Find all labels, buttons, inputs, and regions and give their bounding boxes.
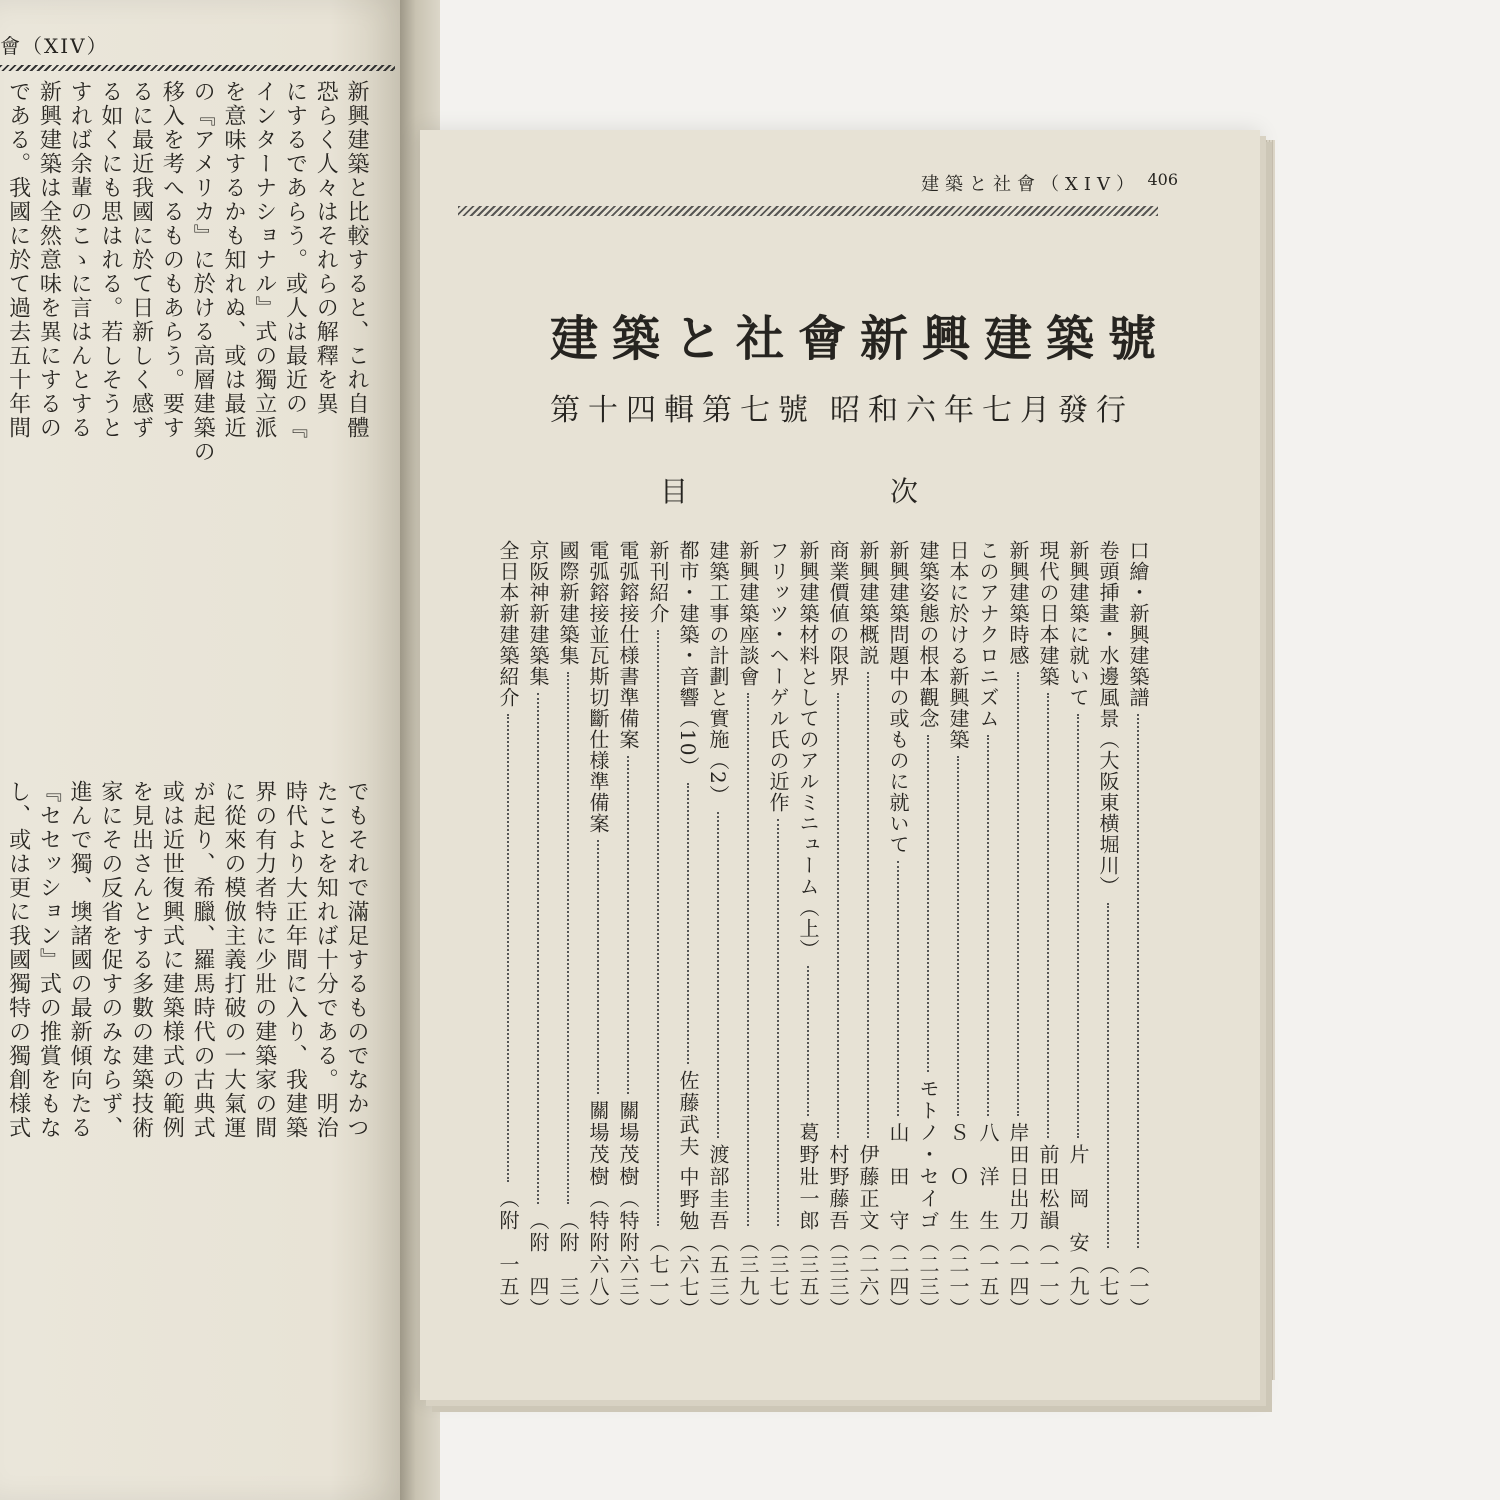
toc-title: 日本に於ける新興建築: [946, 540, 970, 750]
text-column: 新興建築は全然意味を異にするの: [36, 80, 62, 440]
toc-author: 八 洋 生: [976, 1122, 1000, 1232]
toc-entry[interactable]: [1096, 540, 1120, 1320]
toc-author: 佐藤武夫 中野勉: [676, 1069, 700, 1232]
toc-entry[interactable]: [1066, 540, 1090, 1320]
text-column: 家にその反省を促すのみならず、: [97, 780, 123, 1140]
right-page: [420, 130, 1260, 1400]
leader-dots: [987, 735, 989, 1116]
leader-dots: [1017, 672, 1019, 1116]
toc-title: 新刊紹介: [646, 540, 670, 624]
toc-page: （三五）: [796, 1232, 820, 1320]
toc-page: （一一）: [1036, 1232, 1060, 1320]
toc-page: （附 三）: [556, 1210, 580, 1320]
left-header-rule: [0, 65, 395, 71]
leader-dots: [777, 819, 779, 1226]
toc-title: 現代の日本建築: [1036, 540, 1060, 687]
toc-author: モトノ・セイゴ: [916, 1078, 940, 1232]
leader-dots: [717, 812, 719, 1138]
toc-title: 新興建築問題中の或ものに就いて: [886, 540, 910, 855]
left-text-upper: [0, 80, 372, 760]
toc-entry[interactable]: [676, 540, 700, 1320]
toc-author: 前田松韻: [1036, 1144, 1060, 1232]
text-column: 或は近世復興式に建築様式の範例: [159, 780, 185, 1140]
toc-author: 岸田日出刀: [1006, 1122, 1030, 1232]
toc-page: （三三）: [826, 1232, 850, 1320]
toc-author: 關場茂樹: [586, 1100, 610, 1188]
text-column: 恐らく人々はそれらの解釋を異: [313, 80, 339, 416]
toc-title: 都市・建築・音響（10）: [676, 540, 700, 778]
toc-title: 京阪神新建築集: [526, 540, 550, 687]
toc-author: 村野藤吾: [826, 1144, 850, 1232]
text-column: たことを知れば十分である。明治: [313, 780, 339, 1140]
text-column: に從來の模倣主義打破の一大氣運: [220, 780, 246, 1140]
toc-title: 新興建築座談會: [736, 540, 760, 687]
leader-dots: [687, 783, 689, 1063]
toc-author: 山 田 守: [886, 1122, 910, 1232]
leader-dots: [837, 693, 839, 1138]
text-column: すれば余輩のこゝに言はんとする: [67, 80, 93, 440]
leader-dots: [1047, 693, 1049, 1138]
toc-page: （二三）: [916, 1232, 940, 1320]
toc-entry[interactable]: [856, 540, 880, 1320]
text-column: の『アメリカ』に於ける高層建築の: [190, 80, 216, 464]
toc-page: （附 一五）: [496, 1188, 520, 1320]
toc-entry[interactable]: [916, 540, 940, 1320]
toc-author: 關場茂樹: [616, 1100, 640, 1188]
text-column: 新興建築と比較すると、これ自體: [344, 80, 369, 440]
toc-title: フリッツ・ヘーゲル氏の近作: [766, 540, 790, 813]
toc-page: （一五）: [976, 1232, 1000, 1320]
toc-title: このアナクロニズム: [976, 540, 1000, 729]
text-column: を意味するかも知れぬ、或は最近: [220, 80, 246, 440]
toc-title: 國際新建築集: [556, 540, 580, 666]
toc-page: （三九）: [736, 1232, 760, 1320]
text-column: 時代より大正年間に入り、我建築: [282, 780, 308, 1140]
page-title: 建築と社會新興建築號: [549, 311, 1170, 367]
toc-entry[interactable]: [796, 540, 820, 1320]
header-rule: [458, 206, 1158, 216]
toc-title: 商業價値の限界: [826, 540, 850, 687]
text-column: でもそれで滿足するものでなかつ: [344, 780, 369, 1140]
toc-title: 新興建築に就いて: [1066, 540, 1090, 708]
toc-page: （一）: [1126, 1254, 1150, 1320]
toc-title: 卷頭挿畫・水邊風景（大阪東横堀川）: [1096, 540, 1120, 897]
left-running-head: 會（XIV）: [0, 34, 109, 58]
toc-page: （七）: [1096, 1254, 1120, 1320]
toc-entry[interactable]: [766, 540, 790, 1320]
text-column: 移入を考へるものもあらう。要す: [159, 80, 185, 440]
toc-entry[interactable]: [976, 540, 1000, 1320]
leader-dots: [747, 693, 749, 1226]
toc-title: 全日本新建築紹介: [496, 540, 520, 708]
toc-page: （二六）: [856, 1232, 880, 1320]
toc-entry[interactable]: [586, 540, 610, 1320]
toc-entry[interactable]: [616, 540, 640, 1320]
toc-entry[interactable]: [736, 540, 760, 1320]
toc-author: 渡部圭吾: [706, 1144, 730, 1232]
leader-dots: [657, 630, 659, 1226]
text-column: し、或は更に我國獨特の獨創様式: [5, 780, 31, 1140]
left-page: [0, 0, 413, 1500]
text-column: が起り、希臘、羅馬時代の古典式: [190, 780, 216, 1140]
leader-dots: [1107, 903, 1109, 1248]
toc-entry[interactable]: [1036, 540, 1060, 1320]
leader-dots: [507, 714, 509, 1182]
text-column: る如くにも思はれる。若しそうと: [97, 80, 123, 440]
toc-title: 口繪・新興建築譜: [1126, 540, 1150, 708]
toc-author: 片 岡 安: [1066, 1144, 1090, 1254]
toc-entry[interactable]: [496, 540, 520, 1320]
toc-author: 伊藤正文: [856, 1144, 880, 1232]
toc-entry[interactable]: [946, 540, 970, 1320]
leader-dots: [627, 756, 629, 1094]
text-column: 界の有力者特に少壯の建築家の間: [251, 780, 277, 1140]
leader-dots: [897, 861, 899, 1116]
toc-title: 新興建築時感: [1006, 540, 1030, 666]
toc-title: 新興建築材料としてのアルミニューム（上）: [796, 540, 820, 960]
toc-page: （一四）: [1006, 1232, 1030, 1320]
toc-entry[interactable]: [1006, 540, 1030, 1320]
leader-dots: [537, 693, 539, 1204]
toc-page: （三七）: [766, 1232, 790, 1320]
leader-dots: [807, 966, 809, 1116]
table-of-contents: [470, 540, 1150, 1320]
toc-entry[interactable]: [826, 540, 850, 1320]
contents-heading-1: 目: [660, 475, 689, 508]
toc-page: （附 四）: [526, 1210, 550, 1320]
text-column: を見出さんとする多數の建築技術: [128, 780, 154, 1140]
text-column: である。我國に於て過去五十年間: [5, 80, 31, 440]
toc-entry[interactable]: [1126, 540, 1150, 1320]
text-column: 進んで獨、墺諸國の最新傾向たる: [67, 780, 93, 1140]
leader-dots: [597, 840, 599, 1094]
leader-dots: [957, 756, 959, 1116]
toc-title: 新興建築概説: [856, 540, 880, 666]
toc-title: 建築工事の計劃と實施（2）: [706, 540, 730, 806]
issue-number: 第十四輯第七號: [550, 393, 816, 428]
issue-date: 昭和六年七月發行: [830, 393, 1134, 428]
toc-entry[interactable]: [646, 540, 670, 1320]
leader-dots: [1137, 714, 1139, 1248]
contents-heading-2: 次: [890, 475, 919, 508]
leader-dots: [567, 672, 569, 1204]
toc-entry[interactable]: [556, 540, 580, 1320]
toc-page: （二四）: [886, 1232, 910, 1320]
text-column: にするであらう。或人は最近の『: [282, 80, 308, 440]
page-number: 406: [1147, 170, 1178, 189]
toc-author: Ｓ Ｏ 生: [946, 1122, 970, 1232]
leader-dots: [1077, 714, 1079, 1138]
toc-page: （九）: [1066, 1254, 1090, 1320]
toc-page: （七一）: [646, 1232, 670, 1320]
text-column: 『セセッション』式の推賞をもな: [36, 780, 62, 1140]
toc-entry[interactable]: [886, 540, 910, 1320]
toc-page: （特附六三）: [616, 1188, 640, 1320]
text-column: るに最近我國に於て日新しく感ず: [128, 80, 154, 440]
running-title: 建築と社會（XIV）: [921, 174, 1140, 195]
toc-page: （五三）: [706, 1232, 730, 1320]
toc-page: （二一）: [946, 1232, 970, 1320]
toc-page: （六七）: [676, 1232, 700, 1320]
leader-dots: [927, 735, 929, 1072]
toc-page: （特附六八）: [586, 1188, 610, 1320]
left-text-lower: [0, 780, 372, 1500]
toc-title: 電弧鎔接並瓦斯切斷仕様準備案: [586, 540, 610, 834]
toc-entry[interactable]: [706, 540, 730, 1320]
toc-author: 葛野壯一郎: [796, 1122, 820, 1232]
leader-dots: [867, 672, 869, 1138]
text-column: インターナショナル』式の獨立派: [251, 80, 277, 440]
toc-entry[interactable]: [526, 540, 550, 1320]
running-head: [420, 170, 1260, 200]
toc-title: 電弧鎔接仕様書準備案: [616, 540, 640, 750]
toc-title: 建築姿態の根本觀念: [916, 540, 940, 729]
